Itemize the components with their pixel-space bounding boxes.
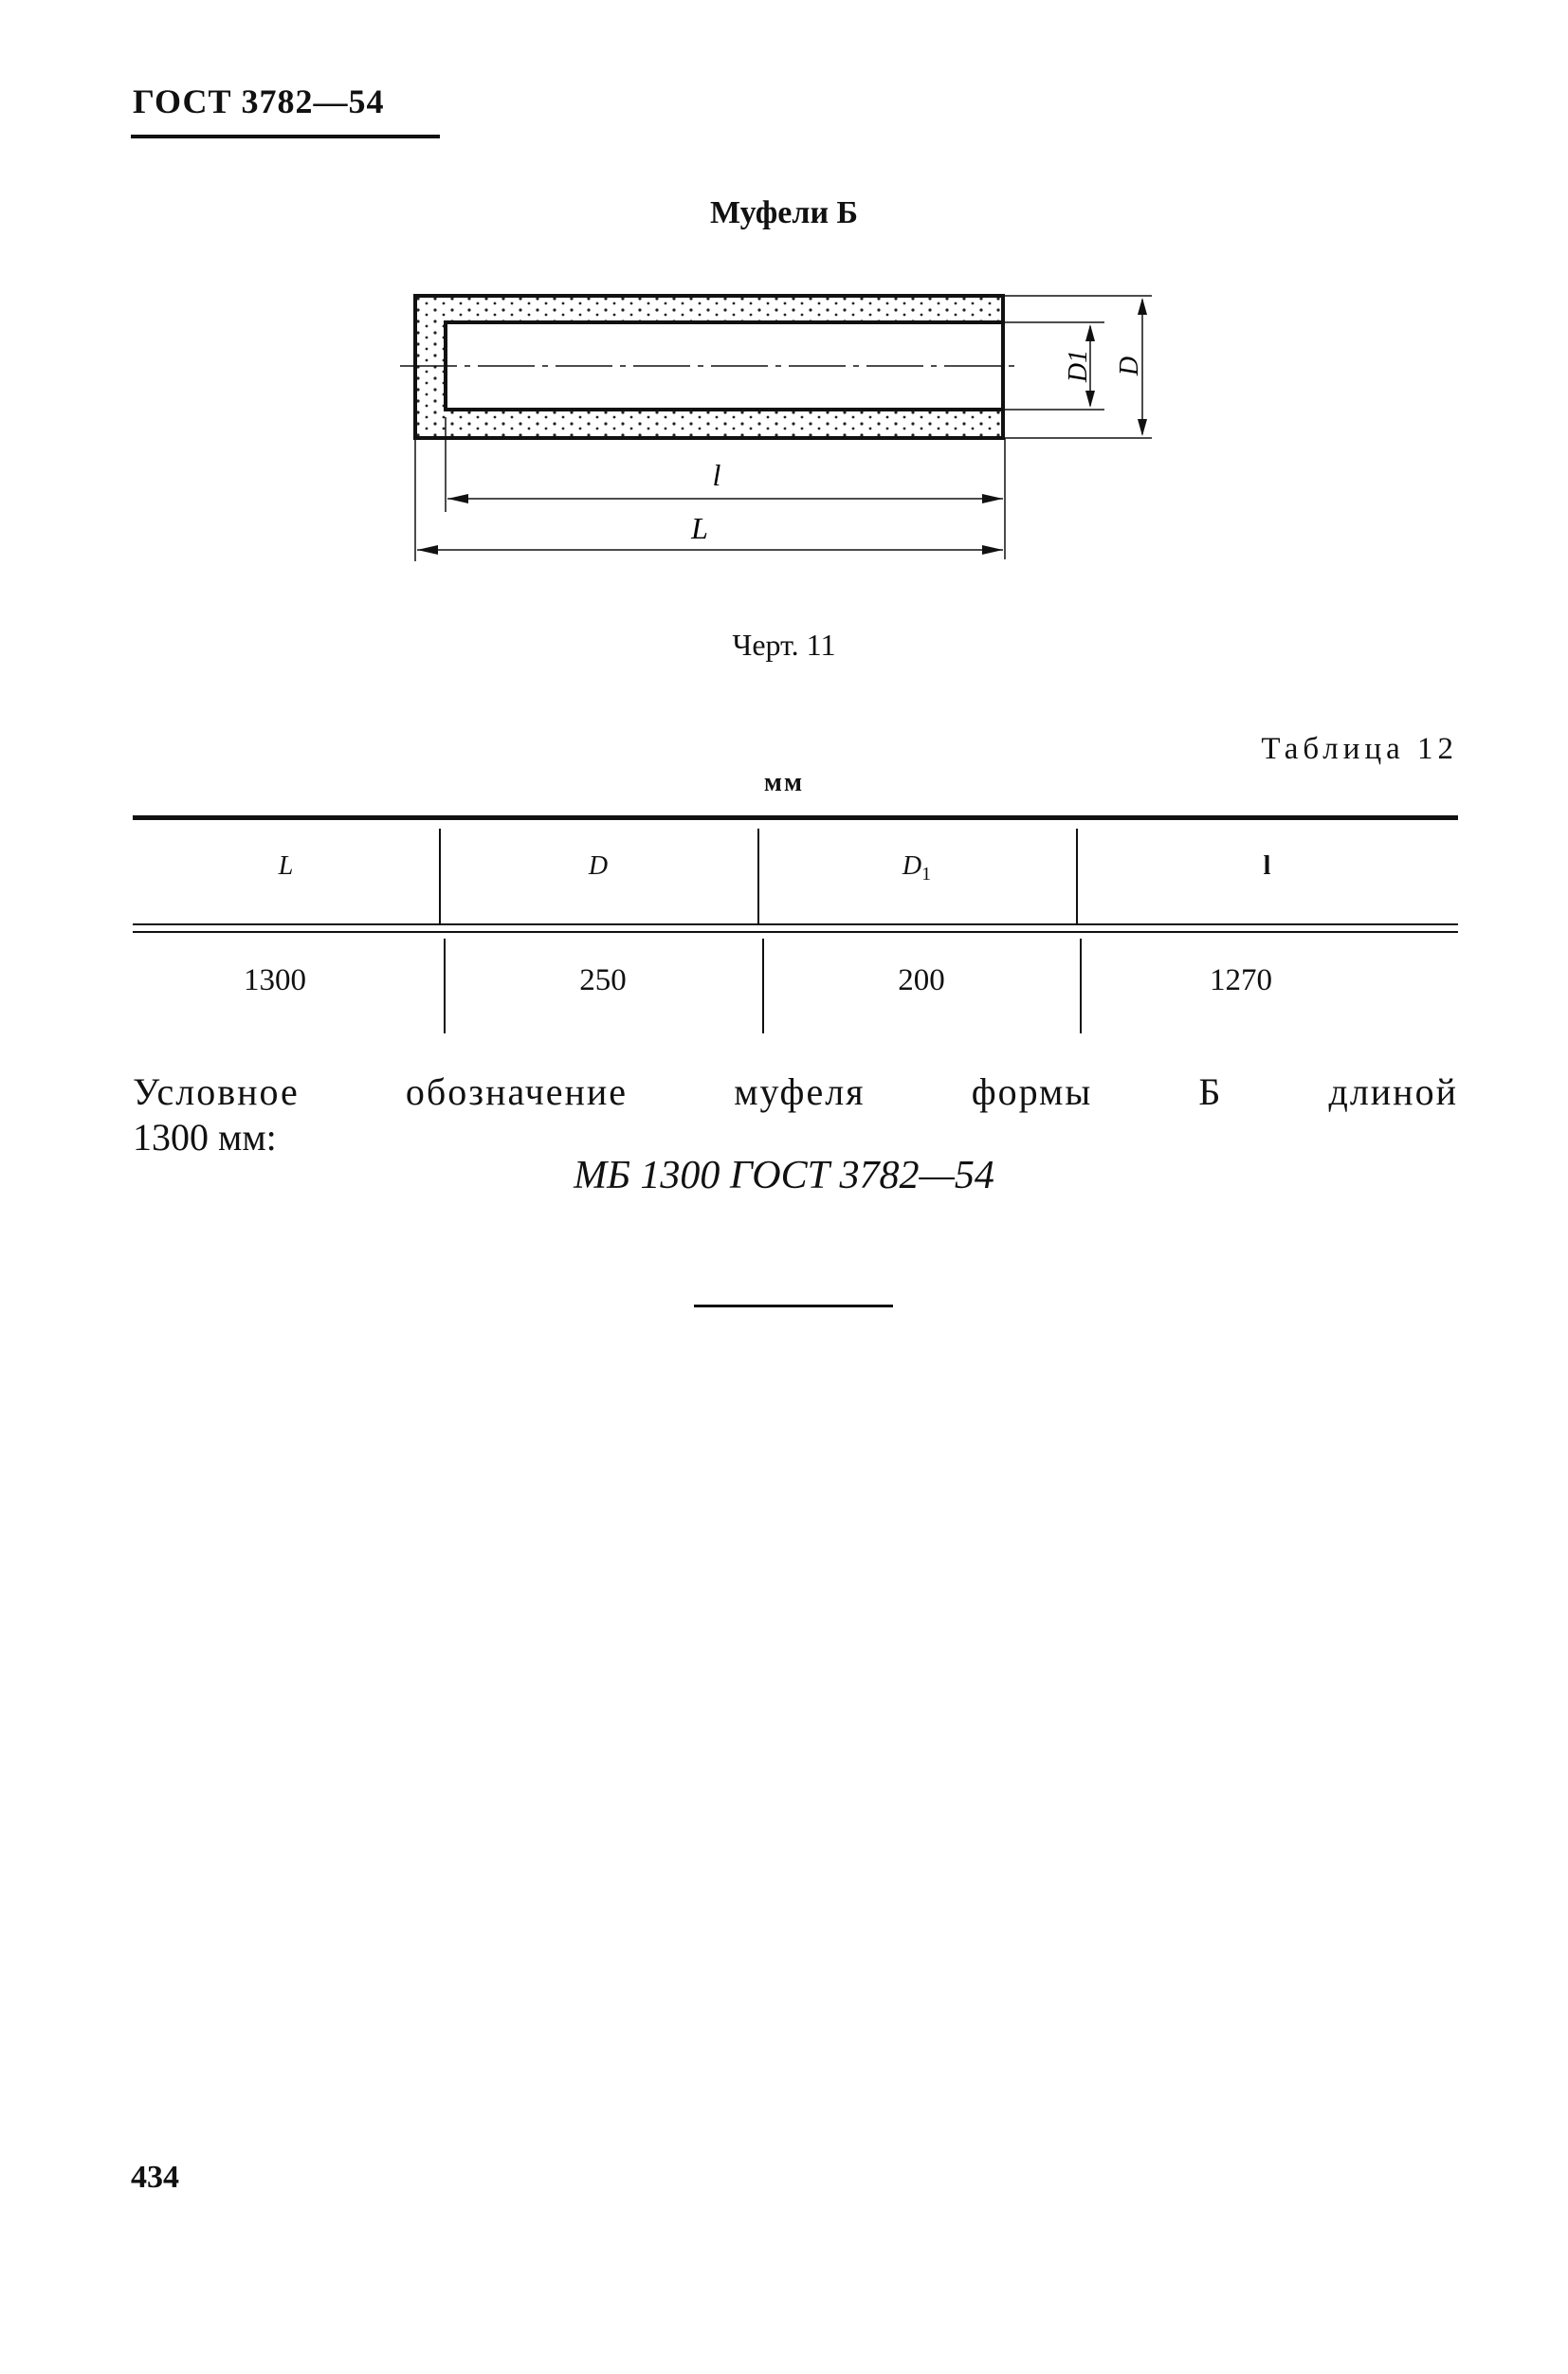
table-header-rule: [133, 923, 1458, 925]
muffle-drawing: [398, 284, 1157, 569]
table-header-rule-double: [133, 931, 1458, 933]
data-cell-l: 1270: [1210, 963, 1272, 997]
header-cell-D1: [757, 851, 1076, 886]
table-units: мм: [763, 768, 805, 797]
header-cell-l: l: [1263, 851, 1271, 881]
table-top-rule: [133, 815, 1458, 820]
header-underline: [131, 135, 440, 138]
table-label: Таблица 12: [1261, 732, 1458, 766]
designation-description: Условное обозначение муфеля формы Б длиной: [133, 1070, 1458, 1113]
header-cell-D: D: [588, 851, 609, 881]
designation-description-cont: 1300 мм:: [133, 1116, 277, 1159]
data-cell-D: 250: [579, 963, 627, 997]
header-cell-D1-base: D: [902, 851, 922, 881]
d-label: D: [1115, 356, 1144, 376]
d1-label: D1: [1064, 349, 1093, 383]
drawing-caption: Черт. 11: [732, 628, 836, 662]
l-label: l: [712, 458, 721, 492]
section-title: Муфели Б: [709, 195, 859, 230]
header-cell-D1-subscript: 1: [921, 864, 932, 885]
page-number: 434: [131, 2160, 179, 2195]
header-cell-L: L: [278, 851, 294, 881]
data-cell-D1: 200: [898, 963, 945, 997]
L-label: L: [691, 511, 708, 545]
data-cell-L: 1300: [244, 963, 306, 997]
document-header: ГОСТ 3782—54: [133, 82, 385, 120]
section-end-rule: [694, 1305, 893, 1307]
designation-example: МБ 1300 ГОСТ 3782—54: [574, 1154, 994, 1197]
